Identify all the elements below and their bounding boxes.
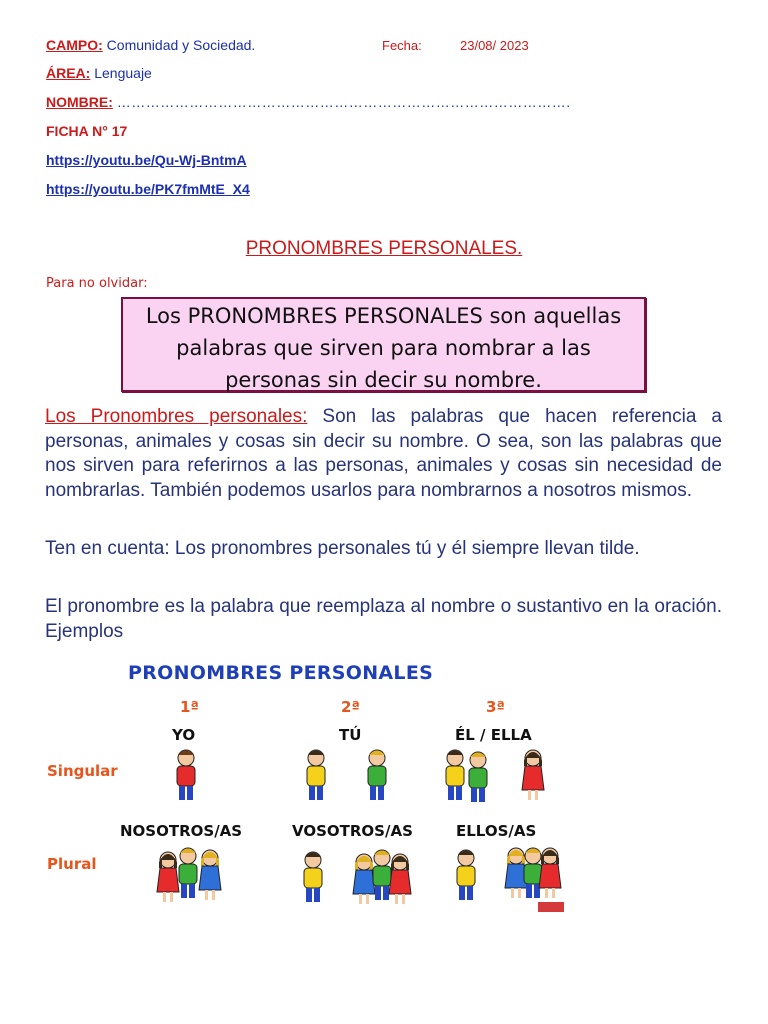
campo-label: CAMPO:: [46, 37, 103, 53]
nombre-label: NOMBRE:: [46, 94, 113, 110]
youtube-link-2[interactable]: https://youtu.be/PK7fmMtE_X4: [46, 181, 250, 197]
definition-line-3: personas sin decir su nombre.: [225, 368, 542, 392]
area-value: Lenguaje: [94, 65, 152, 81]
pronoun-tu: TÚ: [339, 726, 362, 744]
page-title: PRONOMBRES PERSONALES.: [245, 238, 523, 259]
fecha-label: Fecha:: [382, 38, 422, 53]
fecha-value: 23/08/ 2023: [460, 38, 529, 53]
row-label-singular: Singular: [47, 762, 118, 780]
paragraph-note: Ten en cuenta: Los pronombres personales tú y él siempre llevan tilde.: [45, 538, 640, 559]
area-label: ÁREA:: [46, 65, 91, 81]
paragraph-term: Los Pronombres personales:: [45, 406, 308, 427]
pronoun-el-ella: ÉL / ELLA: [455, 726, 532, 744]
publisher-logo: [538, 902, 564, 912]
pronoun-vosotros: VOSOTROS/AS: [292, 822, 413, 840]
row-label-plural: Plural: [47, 855, 97, 873]
nombre-dots: ………………………………………………………………………………….: [116, 94, 571, 110]
person-1-label: 1ª: [180, 698, 199, 716]
reminder-label: Para no olvidar:: [46, 276, 148, 291]
pronoun-nosotros: NOSOTROS/AS: [120, 822, 243, 840]
definition-line-1: Los PRONOMBRES PERSONALES son aquellas: [145, 304, 622, 328]
person-2-label: 2ª: [341, 698, 360, 716]
youtube-link-1[interactable]: https://youtu.be/Qu-Wj-BntmA: [46, 152, 247, 168]
campo-value: Comunidad y Sociedad.: [106, 37, 256, 53]
paragraph-body: Son las palabras que hacen referencia a personas, animales y cosas sin decir su nombre. O sea, son las palabras que nos sirven para referirnos a las personas, animales y cosas sin necesidad de nombrarlas. También podemos usarlos para nombrarnos a nosotros mismos.: [45, 406, 722, 501]
pronoun-ellos: ELLOS/AS: [456, 822, 537, 840]
paragraph-example: El pronombre es la palabra que reemplaza al nombre o sustantivo en la oración. Ejemplos: [45, 596, 722, 642]
ficha-number: FICHA N° 17: [46, 123, 128, 139]
person-3-label: 3ª: [486, 698, 505, 716]
definition-line-2: palabras que sirven para nombrar a las: [176, 336, 591, 360]
pronoun-yo: YO: [172, 726, 196, 744]
chart-title: PRONOMBRES PERSONALES: [128, 662, 434, 684]
